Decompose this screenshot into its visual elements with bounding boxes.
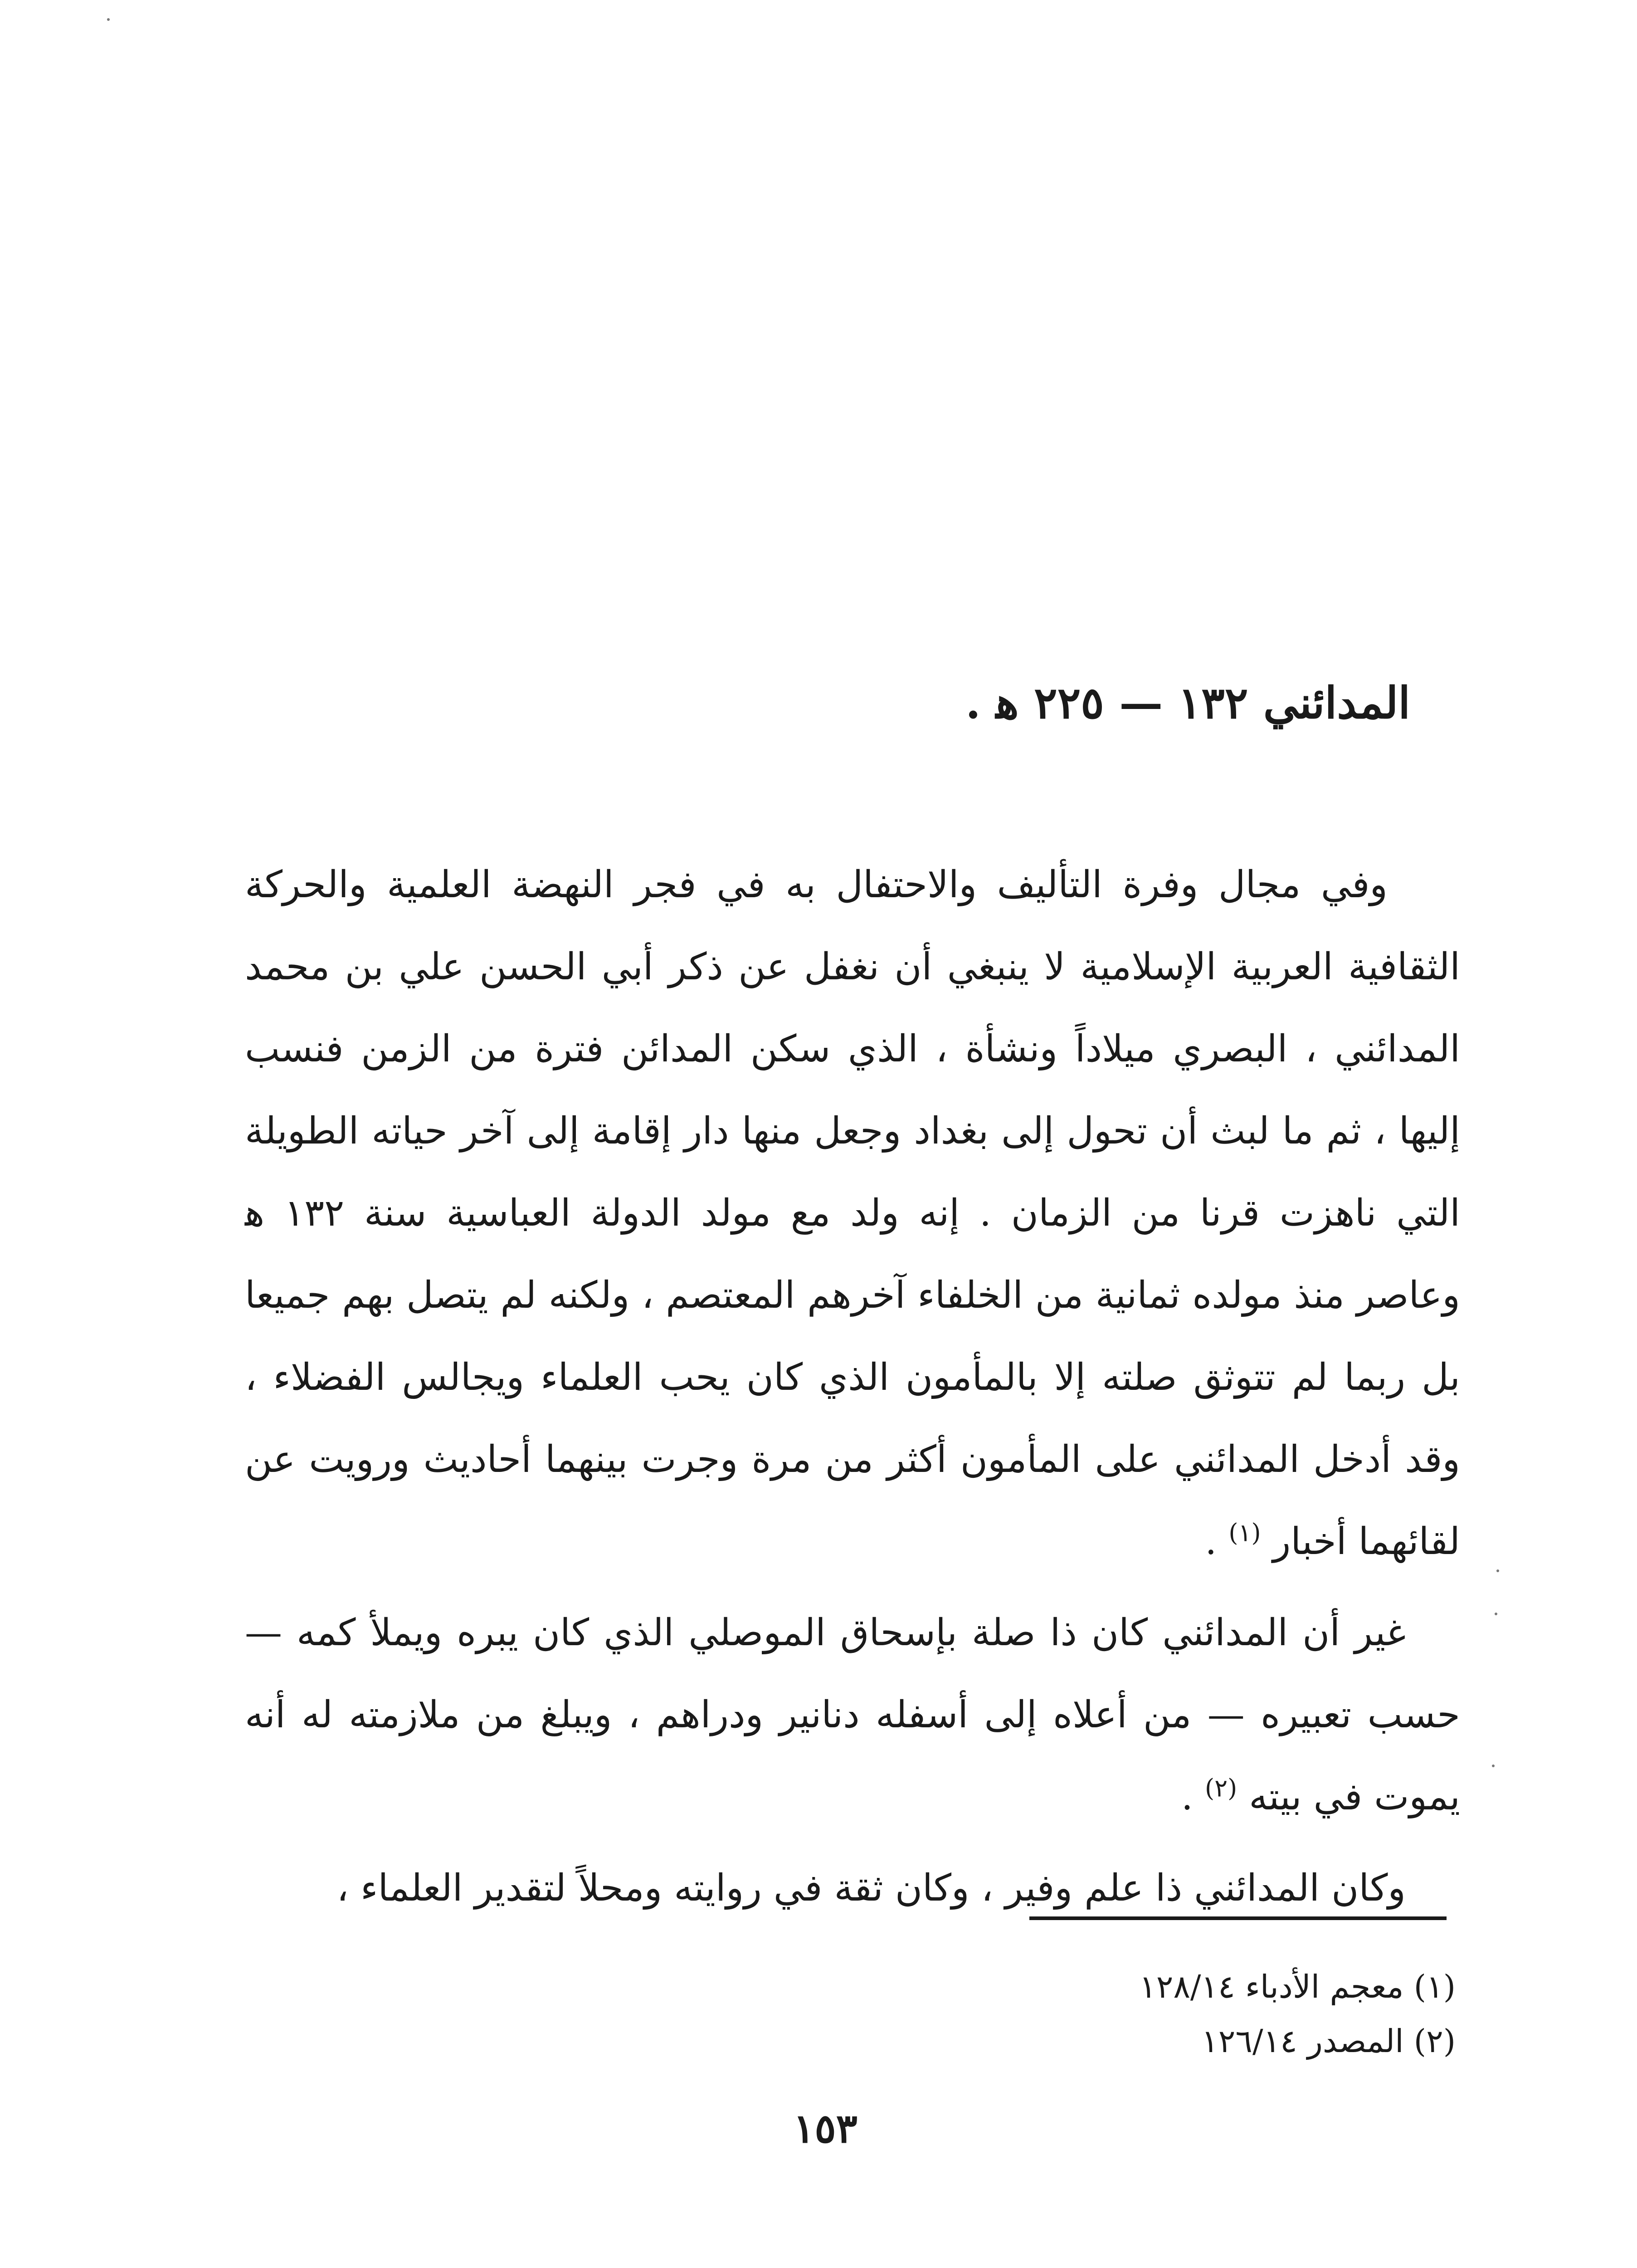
paragraph-1-end: . — [1205, 1520, 1229, 1563]
body-text — [245, 844, 1460, 1938]
paragraph-1-text: وفي مجال وفرة التأليف والاحتفال به في فجر النهضة العلمية والحركة الثقافية العربية الإسلامية لا ينبغي أن نغفل عن ذكر أبي الحسن علي بن محمد المدائني ، البصري ميلاداً ونشأة ، الذي سكن المدائن فترة من الزمن فنسب إليها ، ثم ما لبث أن تحول إلى بغداد وجعل منها دار إقامة إلى آخر حياته الطويلة التي ناهزت قرنا من الزمان . إنه ولد مع مولد الدولة العباسية سنة ١٣٢ ﻫ وعاصر منذ مولده ثمانية من الخلفاء آخرهم المعتصم ، ولكنه لم يتصل بهم جميعا بل ربما لم تتوثق صلته إلا بالمأمون الذي كان يحب العلماء ويجالس الفضلاء ، وقد أدخل المدائني على المأمون أكثر من مرة وجرت بينهما أحاديث ورويت عن لقائهما أخبار — [245, 863, 1461, 1563]
scan-speck — [1495, 1613, 1497, 1615]
footnotes — [821, 1960, 1456, 2068]
scan-speck — [1492, 1765, 1495, 1767]
footnote-2: (٢) المصدر ١٢٦/١٤ — [1201, 2023, 1456, 2060]
scan-speck — [107, 18, 110, 21]
paragraph-2-end: . — [1181, 1775, 1205, 1818]
scan-speck — [1496, 1569, 1499, 1572]
paragraph-2 — [245, 1592, 1460, 1838]
page-number: ١٥٣ — [793, 2105, 857, 2152]
footnote-separator — [1029, 1916, 1447, 1920]
section-heading: المدائني ١٣٢ — ٢٢٥ ﻫ . — [965, 677, 1410, 728]
footnote-1: (١) معجم الأدباء ١٢٨/١٤ — [1139, 1968, 1456, 2005]
paragraph-3-text: وكان المدائني ذا علم وفير ، وكان ثقة في روايته ومحلاً لتقدير العلماء ، — [336, 1867, 1406, 1910]
paragraph-2-text: غير أن المدائني كان ذا صلة بإسحاق الموصلي الذي كان يبره ويملأ كمه — حسب تعبيره — من أعلاه إلى أسفله دنانير ودراهم ، ويبلغ من ملازمته له أنه يموت في بيته — [245, 1611, 1460, 1818]
footnote-ref-2: (٢) — [1205, 1774, 1237, 1803]
paragraph-1 — [245, 844, 1460, 1583]
footnote-ref-1: (١) — [1228, 1518, 1261, 1547]
